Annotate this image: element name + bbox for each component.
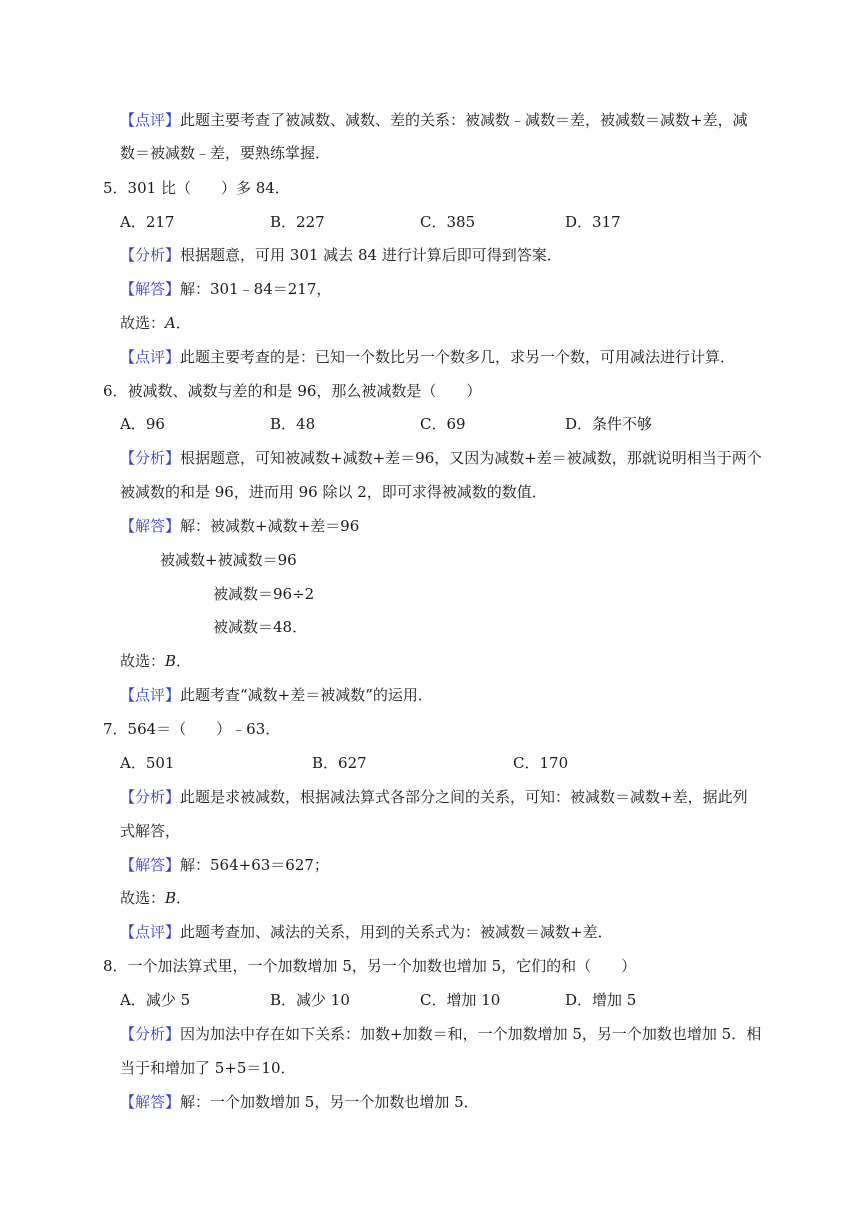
q6-option-d: D．条件不够 (565, 415, 653, 433)
q7-option-b: B．627 (312, 754, 367, 772)
q8-answer: 【解答】解：一个加数增加 5，另一个加数也增加 5． (120, 1093, 479, 1111)
q7-option-c: C．170 (513, 754, 569, 772)
q6-comment: 【点评】此题考查“减数+差＝被减数”的运用． (120, 686, 433, 704)
q6-answer-line1: 【解答】解：被减数+减数+差＝96 (120, 517, 360, 535)
intro-comment-line2: 数＝被减数﹣差，要熟练掌握． (120, 144, 331, 162)
q7-option-a: A．501 (120, 754, 175, 772)
intro-comment-line1: 【点评】此题主要考查了被减数、减数、差的关系：被减数﹣减数＝差，被减数＝减数+差，减 (120, 111, 748, 129)
q7-comment: 【点评】此题考查加、减法的关系，用到的关系式为：被减数＝减数+差． (120, 923, 613, 941)
q7-answer: 【解答】解：564+63＝627； (120, 856, 329, 874)
q5-option-c: C．385 (420, 213, 476, 231)
q6-option-b: B．48 (270, 415, 316, 433)
q5-option-d: D．317 (565, 213, 621, 231)
q5-comment: 【点评】此题主要考查的是：已知一个数比另一个数多几，求另一个数，可用减法进行计算． (120, 348, 736, 366)
q6-choice: 故选：B． (120, 652, 192, 670)
q5-stem: 5．301 比（ ）多 84． (103, 179, 290, 197)
q8-option-a: A．减少 5 (120, 991, 191, 1009)
q6-stem: 6．被减数、减数与差的和是 96，那么被减数是（ ） (103, 382, 482, 400)
q5-answer: 【解答】解：301﹣84＝217， (120, 280, 332, 298)
q6-analysis-line2: 被减数的和是 96，进而用 96 除以 2，即可求得被减数的数值． (120, 483, 547, 501)
q7-choice: 故选：B． (120, 889, 192, 907)
q5-choice: 故选：A． (120, 314, 191, 332)
q8-option-c: C．增加 10 (420, 991, 501, 1009)
q5-option-a: A．217 (120, 213, 175, 231)
q7-stem: 7．564＝（ ）﹣63． (103, 720, 281, 738)
comment-tag: 【点评】 (120, 111, 181, 129)
q6-analysis-line1: 【分析】根据题意，可知被减数+减数+差＝96，又因为减数+差＝被减数，那就说明相当于两个 (120, 449, 762, 467)
q6-answer-line4: 被减数＝48． (213, 618, 308, 636)
q8-stem: 8．一个加法算式里，一个加数增加 5，另一个加数也增加 5，它们的和（ ） (103, 957, 637, 975)
q5-analysis: 【分析】根据题意，可用 301 减去 84 进行计算后即可得到答案． (120, 246, 562, 264)
q6-option-c: C．69 (420, 415, 466, 433)
q7-analysis-line2: 式解答， (120, 822, 181, 840)
q8-analysis-line1: 【分析】因为加法中存在如下关系：加数+加数＝和，一个加数增加 5，另一个加数也增加 5．相 (120, 1025, 762, 1043)
q5-option-b: B．227 (270, 213, 325, 231)
q6-answer-line2: 被减数+被减数＝96 (160, 551, 297, 569)
q8-option-d: D．增加 5 (565, 991, 637, 1009)
q8-option-b: B．减少 10 (270, 991, 350, 1009)
q7-analysis-line1: 【分析】此题是求被减数，根据减法算式各部分之间的关系，可知：被减数＝减数+差，据此列 (120, 788, 748, 806)
q6-option-a: A．96 (120, 415, 165, 433)
q8-analysis-line2: 当于和增加了 5+5＝10． (120, 1059, 296, 1077)
q6-answer-line3: 被减数＝96÷2 (213, 585, 315, 603)
